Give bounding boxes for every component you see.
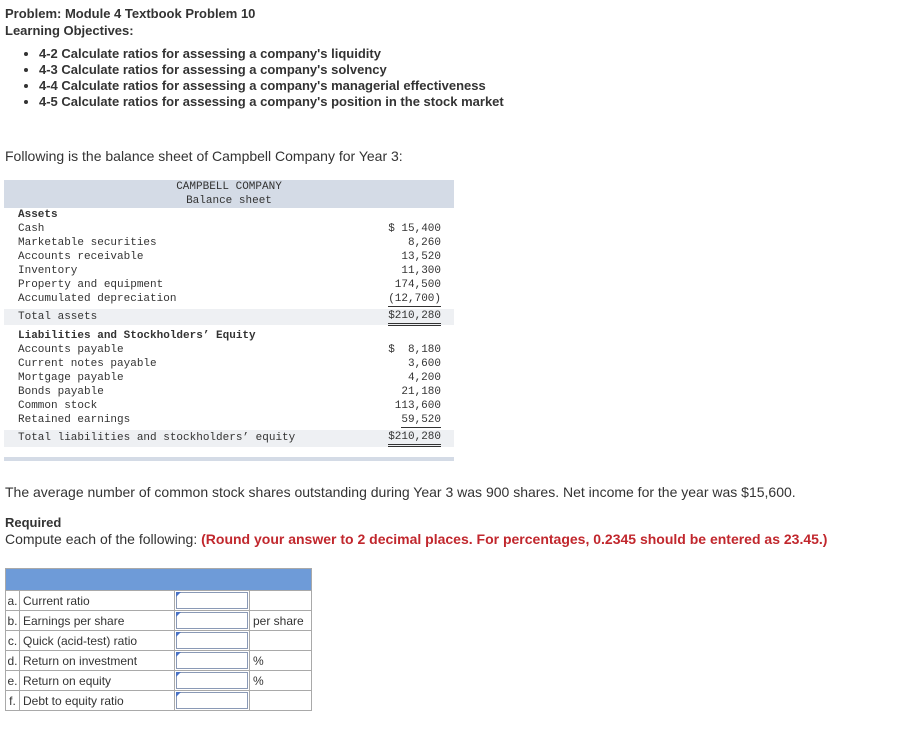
objective-item: • 4-3 Calculate ratios for assessing a company's solvency [39, 62, 504, 78]
liability-value: 21,180 [401, 386, 441, 398]
required-label: Required [5, 515, 62, 530]
liabilities-heading: Liabilities and Stockholders’ Equity [18, 330, 256, 342]
objective-item: • 4-2 Calculate ratios for assessing a company's liquidity [39, 46, 504, 62]
answer-table-header [6, 569, 312, 591]
assets-heading: Assets [18, 209, 58, 221]
compute-text: Compute each of the following: [5, 531, 202, 547]
row-unit: % [250, 651, 312, 671]
asset-label: Marketable securities [18, 237, 157, 249]
asset-value: 8,260 [407, 237, 441, 249]
total-liabilities-value: $210,280 [388, 430, 441, 447]
liability-label: Current notes payable [18, 358, 157, 370]
liability-label: Accounts payable [18, 344, 124, 356]
answer-table [5, 568, 312, 711]
row-letter: e. [6, 671, 20, 691]
total-assets-label: Total assets [18, 311, 98, 323]
liability-value: 59,520 [401, 414, 441, 426]
rounding-note: (Round your answer to 2 decimal places. For percentages, 0.2345 should be entered as 23.45.) [201, 531, 828, 547]
asset-value: (12,700) [388, 293, 441, 305]
answer-row [6, 631, 312, 651]
problem-title: Problem: Module 4 Textbook Problem 10 [5, 6, 256, 21]
input-marker-icon [176, 592, 181, 597]
info-paragraph: The average number of common stock shares outstanding during Year 3 was 900 shares. Net income for the year was $15,600. [5, 484, 796, 500]
row-label: Return on investment [20, 651, 175, 671]
intro-text: Following is the balance sheet of Campbell Company for Year 3: [5, 148, 403, 164]
row-letter: f. [6, 691, 20, 711]
company-name: CAMPBELL COMPANY [176, 181, 282, 193]
objective-item: • 4-5 Calculate ratios for assessing a company's position in the stock market [39, 94, 504, 110]
row-unit: % [250, 671, 312, 691]
liability-value: 3,600 [407, 358, 441, 370]
balance-sheet-footer-bar [4, 457, 454, 461]
liability-label: Bonds payable [18, 386, 104, 398]
eps-input[interactable] [176, 612, 248, 629]
asset-value: 13,520 [401, 251, 441, 263]
row-label: Earnings per share [20, 611, 175, 631]
total-assets-value: $210,280 [388, 309, 441, 326]
row-label: Return on equity [20, 671, 175, 691]
answer-row [6, 651, 312, 671]
current-ratio-input[interactable] [176, 592, 248, 609]
asset-value: 174,500 [394, 279, 441, 291]
row-letter: b. [6, 611, 20, 631]
liability-label: Retained earnings [18, 414, 131, 426]
input-marker-icon [176, 612, 181, 617]
sheet-subtitle: Balance sheet [186, 195, 272, 207]
answer-row [6, 671, 312, 691]
roe-input-cell[interactable] [175, 671, 250, 691]
row-label: Quick (acid-test) ratio [20, 631, 175, 651]
asset-label: Accounts receivable [18, 251, 144, 263]
roi-input[interactable] [176, 652, 248, 669]
input-marker-icon [176, 652, 181, 657]
row-unit [250, 691, 312, 711]
row-unit [250, 631, 312, 651]
row-unit: per share [250, 611, 312, 631]
liability-value: 113,600 [394, 400, 441, 412]
compute-instruction [5, 531, 827, 547]
liability-value: 4,200 [407, 372, 441, 384]
asset-value: $ 15,400 [388, 223, 441, 235]
objective-item: • 4-4 Calculate ratios for assessing a company's managerial effectiveness [39, 78, 504, 94]
roi-input-cell[interactable] [175, 651, 250, 671]
row-label: Debt to equity ratio [20, 691, 175, 711]
answer-row [6, 591, 312, 611]
quick-ratio-input[interactable] [176, 632, 248, 649]
input-marker-icon [176, 672, 181, 677]
objectives-list [5, 46, 504, 110]
asset-label: Accumulated depreciation [18, 293, 177, 305]
debt-equity-input[interactable] [176, 692, 248, 709]
input-marker-icon [176, 632, 181, 637]
answer-row [6, 691, 312, 711]
row-unit [250, 591, 312, 611]
row-letter: d. [6, 651, 20, 671]
asset-label: Inventory [18, 265, 78, 277]
input-marker-icon [176, 692, 181, 697]
balance-sheet [4, 180, 454, 461]
liability-value: $ 8,180 [388, 344, 441, 356]
liability-label: Common stock [18, 400, 98, 412]
row-letter: c. [6, 631, 20, 651]
eps-input-cell[interactable] [175, 611, 250, 631]
learning-objectives-label: Learning Objectives: [5, 23, 134, 38]
row-letter: a. [6, 591, 20, 611]
liability-label: Mortgage payable [18, 372, 124, 384]
roe-input[interactable] [176, 672, 248, 689]
debt-equity-input-cell[interactable] [175, 691, 250, 711]
asset-label: Property and equipment [18, 279, 164, 291]
row-label: Current ratio [20, 591, 175, 611]
asset-label: Cash [18, 223, 45, 235]
quick-ratio-input-cell[interactable] [175, 631, 250, 651]
asset-value: 11,300 [401, 265, 441, 277]
current-ratio-input-cell[interactable] [175, 591, 250, 611]
total-liabilities-label: Total liabilities and stockholders’ equity [18, 432, 296, 444]
answer-row [6, 611, 312, 631]
